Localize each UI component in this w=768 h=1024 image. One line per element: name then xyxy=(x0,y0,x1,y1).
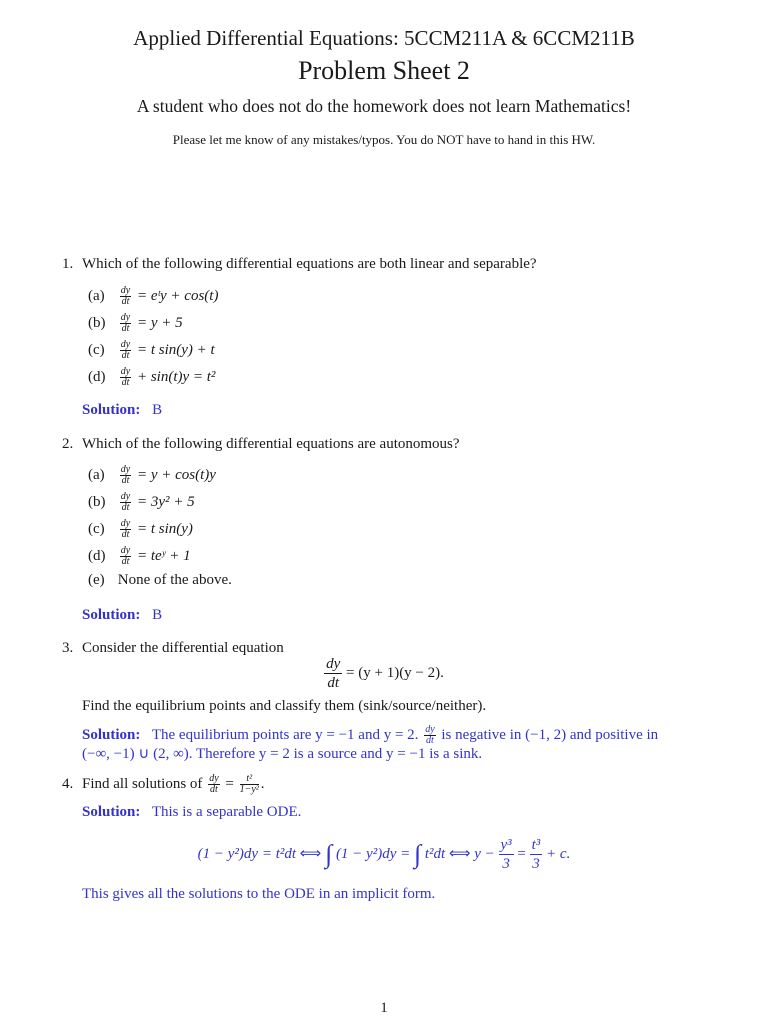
t-cubed-fraction: $\frac{\text{t³}}{3}$ xyxy=(531,837,541,872)
option-2e: (e) None of the above. xyxy=(88,572,232,588)
rhs-fraction: $\frac{\text{t²}}{\text{1−y²}}$ xyxy=(239,773,259,796)
display-equation-3: $\frac{dy}{dt}$ = (y + 1)(y − 2). xyxy=(326,656,444,691)
solution-2: Solution: B xyxy=(82,607,163,623)
problem-number: 2. xyxy=(62,436,74,452)
problem-text: Which of the following differential equations are both linear and separable? xyxy=(82,256,537,272)
dy-dt-fraction: $\frac{dy}{dt}$ xyxy=(425,724,435,746)
solution-3-line-2: (−∞, −1) ∪ (2, ∞). Therefore y = 2 is a source and y = −1 is a sink. xyxy=(82,746,483,762)
solution-3-line-1: Solution: The equilibrium points are y = −1 and y = 2. $\frac{dy}{dt}$ is negative in (−1, 2) and positive in xyxy=(82,724,659,746)
problem-text: Consider the differential equation xyxy=(82,640,284,656)
note: Please let me know of any mistakes/typos. You do NOT have to hand in this HW. xyxy=(172,132,596,147)
option-1d: (d) $\frac{dy}{dt}$ + sin(t)y = t² xyxy=(88,366,216,388)
display-equation-4: (1 − y²)dy = t²dt ⟺ ∫ (1 − y²)dy = ∫ t²dt ⟺ y − $\frac{\text{y³}}{3}$ = $\frac{\text{t³}}{3}$ + c. xyxy=(197,837,571,872)
dy-dt-fraction: $\frac{dy}{dt}$ xyxy=(120,312,131,334)
option-2c: (c) $\frac{dy}{dt}$ = t sin(y) xyxy=(88,518,193,540)
problem-number: 1. xyxy=(62,256,74,272)
dy-dt-fraction: $\frac{dy}{dt}$ xyxy=(209,773,219,796)
problem-number: 3. xyxy=(62,640,74,656)
option-2d: (d) $\frac{dy}{dt}$ = teʸ + 1 xyxy=(88,545,191,567)
problem-text: Find all solutions of $\frac{dy}{dt}$ = $\frac{\text{t²}}{\text{1−y²}}$ . xyxy=(82,773,265,796)
option-1a: (a) $\frac{dy}{dt}$ = eᵗy + cos(t) xyxy=(88,285,219,307)
document-page: Applied Differential Equations: 5CCM211A & 6CCM211B Problem Sheet 2 A student who does not do the homework does not learn Mathematics! Please let me know of any mistakes/typos. You do NOT have to hand in this HW. 1. Which of the following differential equations are both linear and separable? (a) $\frac{dy}{dt}$ = eᵗy + cos(t) (b) $\frac{dy}{dt}$ = y + 5 (c) $\frac{dy}{dt}$ = t sin(y) + t (d) $\frac{dy}{dt}$ + sin(t)y = t² Solution: B 2. Which of the following differential equations are autonomous? (a) $\frac{dy}{dt}$ = y + cos(t)y (b) $\frac{dy}{dt}$ = 3y² + 5 (c) $\frac{dy}{dt}$ = t sin(y) (d) $\frac{dy}{dt}$ = teʸ + 1 (e) None of the above. Solution: B 3. Consider the differential equation $\frac{dy}{dt}$ = (y + 1)(y − 2). Find the equilibrium points and classify them (sink/source/neither). Solution: The equilibrium points are y = −1 and y = 2. $\frac{dy}{dt}$ is negative in (−1, 2) and positive in (−∞, −1) ∪ (2, ∞). Therefore y = 2 is a source and y = −1 is a sink. 4. Find all solutions of $\frac{dy}{dt}$ = $\frac{\text{t²}}{\text{1−y²}}$ . Solution: This is a separable ODE. (1 − y²)dy = t²dt ⟺ ∫ (1 − y²)dy = ∫ t²dt ⟺ y − $\frac{\text{y³}}{3}$ = $\frac{\text{t³}}{3}$ + c. This gives all the solutions to the ODE in an implicit form. 1 xyxy=(0,0,768,1024)
dy-dt-fraction: $\frac{dy}{dt}$ xyxy=(120,518,131,540)
option-2a: (a) $\frac{dy}{dt}$ = y + cos(t)y xyxy=(88,464,216,486)
solution-4: Solution: This is a separable ODE. xyxy=(82,804,302,820)
dy-dt-fraction: $\frac{dy}{dt}$ xyxy=(120,545,131,567)
option-1b: (b) $\frac{dy}{dt}$ = y + 5 xyxy=(88,312,183,334)
dy-dt-fraction: $\frac{dy}{dt}$ xyxy=(120,366,131,388)
dy-dt-fraction: $\frac{dy}{dt}$ xyxy=(326,656,341,691)
option-1c: (c) $\frac{dy}{dt}$ = t sin(y) + t xyxy=(88,339,215,361)
dy-dt-fraction: $\frac{dy}{dt}$ xyxy=(120,339,131,361)
problem-number: 4. xyxy=(62,776,74,792)
integral-sign: ∫ xyxy=(413,839,422,869)
motto: A student who does not do the homework does not learn Mathematics! xyxy=(136,96,632,116)
problem-text: Which of the following differential equations are autonomous? xyxy=(82,436,460,452)
course-title: Applied Differential Equations: 5CCM211A & 6CCM211B xyxy=(133,26,635,50)
integral-sign: ∫ xyxy=(325,839,333,869)
option-2b: (b) $\frac{dy}{dt}$ = 3y² + 5 xyxy=(88,491,195,513)
solution-4-conclusion: This gives all the solutions to the ODE in an implicit form. xyxy=(82,886,436,902)
solution-1: Solution: B xyxy=(82,402,163,418)
dy-dt-fraction: $\frac{dy}{dt}$ xyxy=(120,285,131,307)
page-number: 1 xyxy=(380,1000,388,1016)
y-cubed-fraction: $\frac{\text{y³}}{3}$ xyxy=(500,837,512,872)
dy-dt-fraction: $\frac{dy}{dt}$ xyxy=(120,464,131,486)
sheet-title: Problem Sheet 2 xyxy=(298,56,470,85)
dy-dt-fraction: $\frac{dy}{dt}$ xyxy=(120,491,131,513)
